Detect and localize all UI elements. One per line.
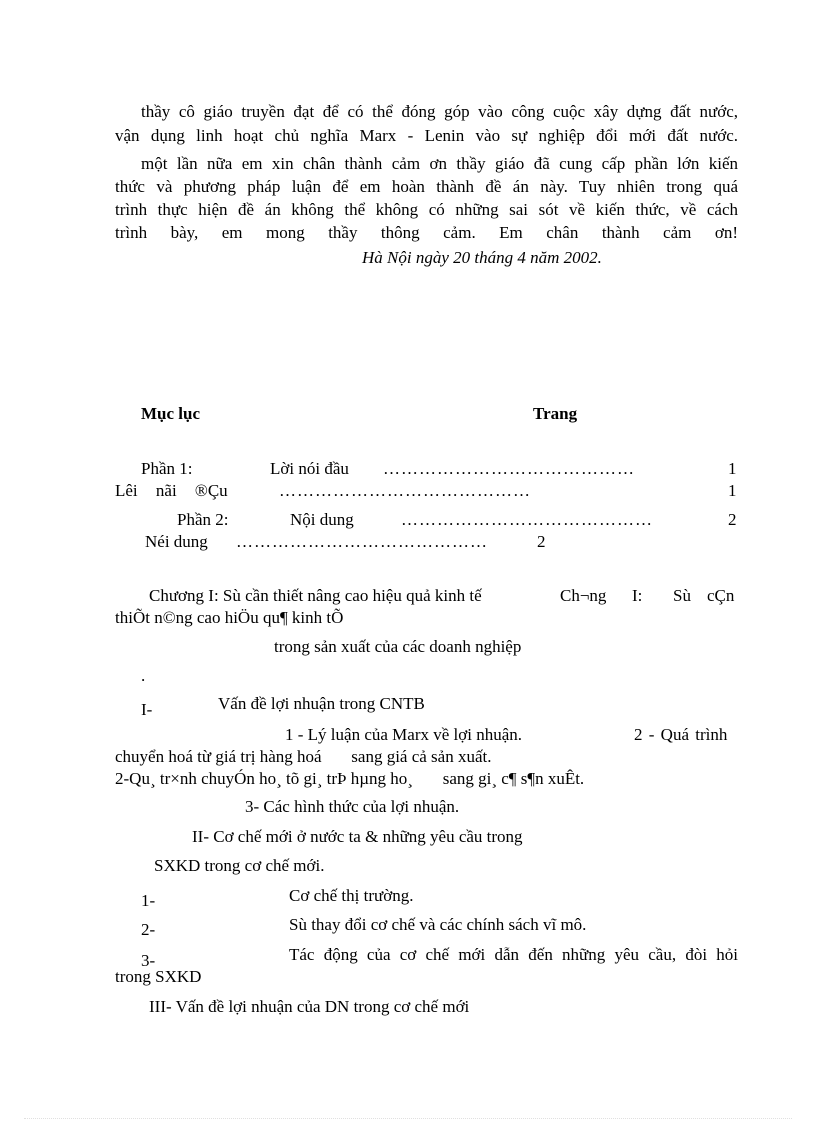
toc-sec2-item2: Sù thay đổi cơ chế và các chính sách vĩ mô. xyxy=(289,915,587,934)
intro-line-6: trình bày, em mong thầy thông cảm. Em chân thành cảm ơn! xyxy=(115,223,738,242)
intro-line-3: một lần nữa em xin chân thành cảm ơn thầy giáo đã cung cấp phần lớn kiến xyxy=(141,154,738,173)
toc-sec1-item3: 3- Các hình thức của lợi nhuận. xyxy=(245,797,460,816)
toc-part1-garbled-page: 1 xyxy=(728,481,737,500)
toc-part1-garbled-dots: …………………………………… xyxy=(279,481,531,500)
toc-part2-title: Nội dung xyxy=(290,510,354,529)
toc-part1-dots: …………………………………… xyxy=(383,459,635,478)
toc-sec2-item1-num: 1- xyxy=(141,891,156,910)
toc-part2-page: 2 xyxy=(728,510,737,529)
toc-page-heading: Trang xyxy=(533,404,578,423)
toc-sec1-item2-garbled: 2-Qu¸ tr×nh chuyÓn ho¸ tõ gi¸ trÞ hµng ho¸ sang gi¸ c¶ s¶n xuÊt. xyxy=(115,769,585,788)
toc-part2-garbled-dots: …………………………………… xyxy=(236,532,488,551)
toc-sec2-item3-cont: trong SXKD xyxy=(115,967,202,986)
intro-line-4: thức và phương pháp luận để em hoàn thành đề án này. Tuy nhiên trong quá xyxy=(115,177,738,196)
toc-sec2-item2-num: 2- xyxy=(141,920,156,939)
toc-part1-label: Phần 1: xyxy=(141,459,193,478)
toc-sec1-title: Vấn đề lợi nhuận trong CNTB xyxy=(218,694,425,713)
toc-sec2-item3: Tác động của cơ chế mới dẫn đến những yêu cầu, đòi hỏi xyxy=(289,945,738,964)
toc-part2-garbled-page: 2 xyxy=(537,532,546,551)
intro-line-5: trình thực hiện đề án không thể không có những sai sót về kiến thức, về cách xyxy=(115,200,738,219)
toc-part2-garbled-title: Néi dung xyxy=(145,532,208,551)
toc-sec2-title: II- Cơ chế mới ở nước ta & những yêu cầu trong xyxy=(192,827,523,846)
stray-dot: . xyxy=(141,666,146,685)
toc-part2-dots: …………………………………… xyxy=(401,510,653,529)
intro-line-2: vận dụng linh hoạt chủ nghĩa Marx - Lenin vào sự nghiệp đổi mới đất nước. xyxy=(115,126,738,145)
toc-sec1-item1: 1 - Lý luận của Marx về lợi nhuận. xyxy=(285,725,523,744)
signature-date: Hà Nội ngày 20 tháng 4 năm 2002. xyxy=(362,248,602,267)
toc-sec1-item2-rest: chuyển hoá từ giá trị hàng hoá sang giá cả sản xuất. xyxy=(115,747,492,766)
toc-sec2-title-cont: SXKD trong cơ chế mới. xyxy=(154,856,325,875)
toc-chapter1-garbled-d: cÇn xyxy=(707,586,735,605)
toc-sec1-item2-start: 2 - Quá trình xyxy=(634,725,728,744)
toc-part1-page: 1 xyxy=(728,459,737,478)
toc-part1-garbled-title: Lêi nãi ®Çu xyxy=(115,481,228,500)
toc-heading: Mục lục xyxy=(141,404,201,423)
page-footer-divider xyxy=(24,1118,792,1119)
toc-part1-title: Lời nói đầu xyxy=(270,459,349,478)
toc-chapter1-garbled-c: Sù xyxy=(673,586,691,605)
toc-sec1-num: I- xyxy=(141,700,153,719)
toc-sec2-item1: Cơ chế thị trường. xyxy=(289,886,414,905)
toc-chapter1-garbled-line2: thiÕt n©ng cao hiÖu qu¶ kinh tÕ xyxy=(115,608,344,627)
toc-chapter1-garbled-b: I: xyxy=(632,586,643,605)
toc-chapter1-title: Chương I: Sù cần thiết nâng cao hiệu quả kinh tế xyxy=(149,586,482,605)
toc-part2-label: Phần 2: xyxy=(177,510,229,529)
toc-sec3-title: III- Vấn đề lợi nhuận của DN trong cơ chế mới xyxy=(149,997,470,1016)
toc-sec2-item3-num: 3- xyxy=(141,951,156,970)
toc-chapter1-garbled-a: Ch¬ng xyxy=(560,586,607,605)
toc-chapter1-subtitle: trong sản xuất của các doanh nghiệp xyxy=(274,637,522,656)
intro-line-1: thầy cô giáo truyền đạt để có thể đóng góp vào công cuộc xây dựng đất nước, xyxy=(141,102,738,121)
